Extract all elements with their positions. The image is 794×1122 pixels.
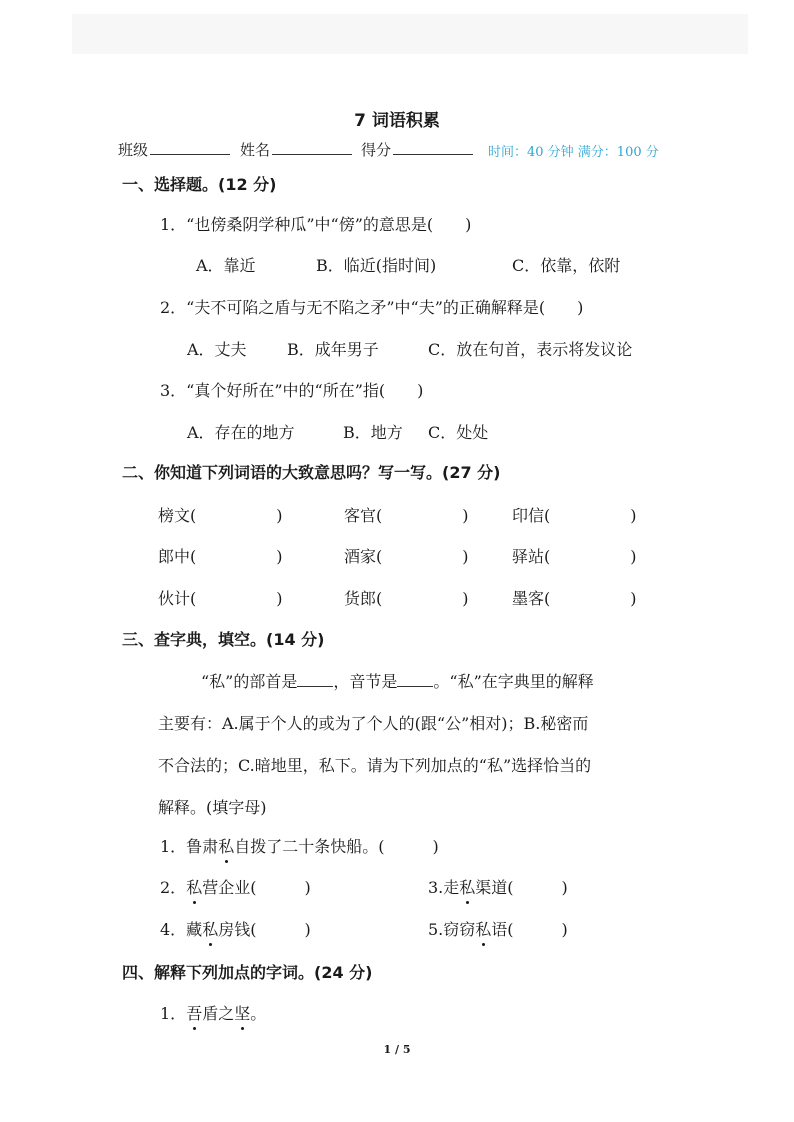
q1-option-c: C．依靠，依附 [512,256,621,275]
s3-item-2 [160,875,311,898]
section2-heading: 二、你知道下列词语的大致意思吗？写一写。(27 分) [122,463,501,482]
q3-stem: 3．“真个好所在”中的“所在”指( ) [160,381,424,400]
q1-option-a: A．靠近 [196,256,256,275]
term-cell: 郎中( ) [158,547,283,566]
s3-item-4 [160,917,311,940]
q2-option-a: A．丈夫 [187,340,247,359]
s4-item-1 [160,1001,266,1024]
s3-item-5 [428,917,568,940]
section3-paragraph-line3: 不合法的；C.暗地里，私下。请为下列加点的“私”选择恰当的 [158,756,592,775]
class-field [118,139,230,160]
item-text: 5.窃窃 [428,920,476,939]
q1-option-b: B．临近(指时间) [316,256,437,275]
term-cell: 印信( ) [512,506,637,525]
item-text: 自拨了二十条快船。( ) [234,837,439,856]
dotted-char: 私 [218,834,234,857]
header-band [72,14,748,54]
term-cell: 榜文( ) [158,506,283,525]
page-title: 7 词语积累 [354,111,440,131]
term-cell: 墨客( ) [512,589,637,608]
s3-item-3 [428,875,568,898]
dotted-char: 私 [459,875,475,898]
term-cell: 货郎( ) [344,589,469,608]
syllable-blank [397,672,433,687]
term-cell: 伙计( ) [158,589,283,608]
score-field [361,139,473,160]
radical-blank [297,672,333,687]
dotted-char: 私 [186,875,202,898]
section3-paragraph-line2: 主要有：A.属于个人的或为了个人的(跟“公”相对)；B.秘密而 [158,714,589,733]
item-text: 1．鲁肃 [160,837,219,856]
q2-option-b: B．成年男子 [287,340,379,359]
class-blank [150,140,230,155]
score-blank [393,140,473,155]
dotted-char: 坚 [234,1001,250,1024]
section4-heading: 四、解释下列加点的字词。(24 分) [122,963,373,982]
class-label: 班级 [118,141,149,159]
item-text: 2． [160,878,187,897]
q2-stem: 2．“夫不可陷之盾与无不陷之矛”中“夫”的正确解释是( ) [160,298,584,317]
page-number: 1 / 5 [383,1043,411,1056]
item-text: 盾之 [202,1004,235,1023]
section3-paragraph-line4: 解释。(填字母) [158,798,267,817]
s3-item-1 [160,834,439,857]
item-text: 。 [250,1004,267,1023]
item-text: 房钱( ) [218,920,311,939]
dotted-char: 私 [475,917,491,940]
item-text: 1． [160,1004,187,1023]
dotted-char: 吾 [186,1001,202,1024]
section3-paragraph-line1 [201,669,594,692]
score-label: 得分 [361,141,392,159]
item-text: 渠道( ) [475,878,568,897]
item-text: 3.走 [428,878,460,897]
term-cell: 驿站( ) [512,547,637,566]
dotted-char: 私 [202,917,218,940]
term-cell: 客官( ) [344,506,469,525]
q3-option-a: A．存在的地方 [187,423,295,442]
name-blank [272,140,352,155]
p1-part-a: “私”的部首是 [201,672,298,691]
item-text: 营企业( ) [202,878,311,897]
item-text: 语( ) [491,920,568,939]
q2-option-c: C．放在句首，表示将发议论 [428,340,633,359]
q3-option-c: C．处处 [428,423,489,442]
item-text: 4．藏 [160,920,203,939]
term-cell: 酒家( ) [344,547,469,566]
section3-heading: 三、查字典，填空。(14 分) [122,630,325,649]
time-info: 时间：40 分钟 满分：100 分 [488,145,659,160]
name-label: 姓名 [240,141,271,159]
section1-heading: 一、选择题。(12 分) [122,175,277,194]
q1-stem: 1．“也傍桑阴学种瓜”中“傍”的意思是( ) [160,215,472,234]
p1-part-c: 。“私”在字典里的解释 [433,672,594,691]
p1-part-b: ，音节是 [333,672,398,691]
q3-option-b: B．地方 [343,423,403,442]
name-field [240,139,352,160]
